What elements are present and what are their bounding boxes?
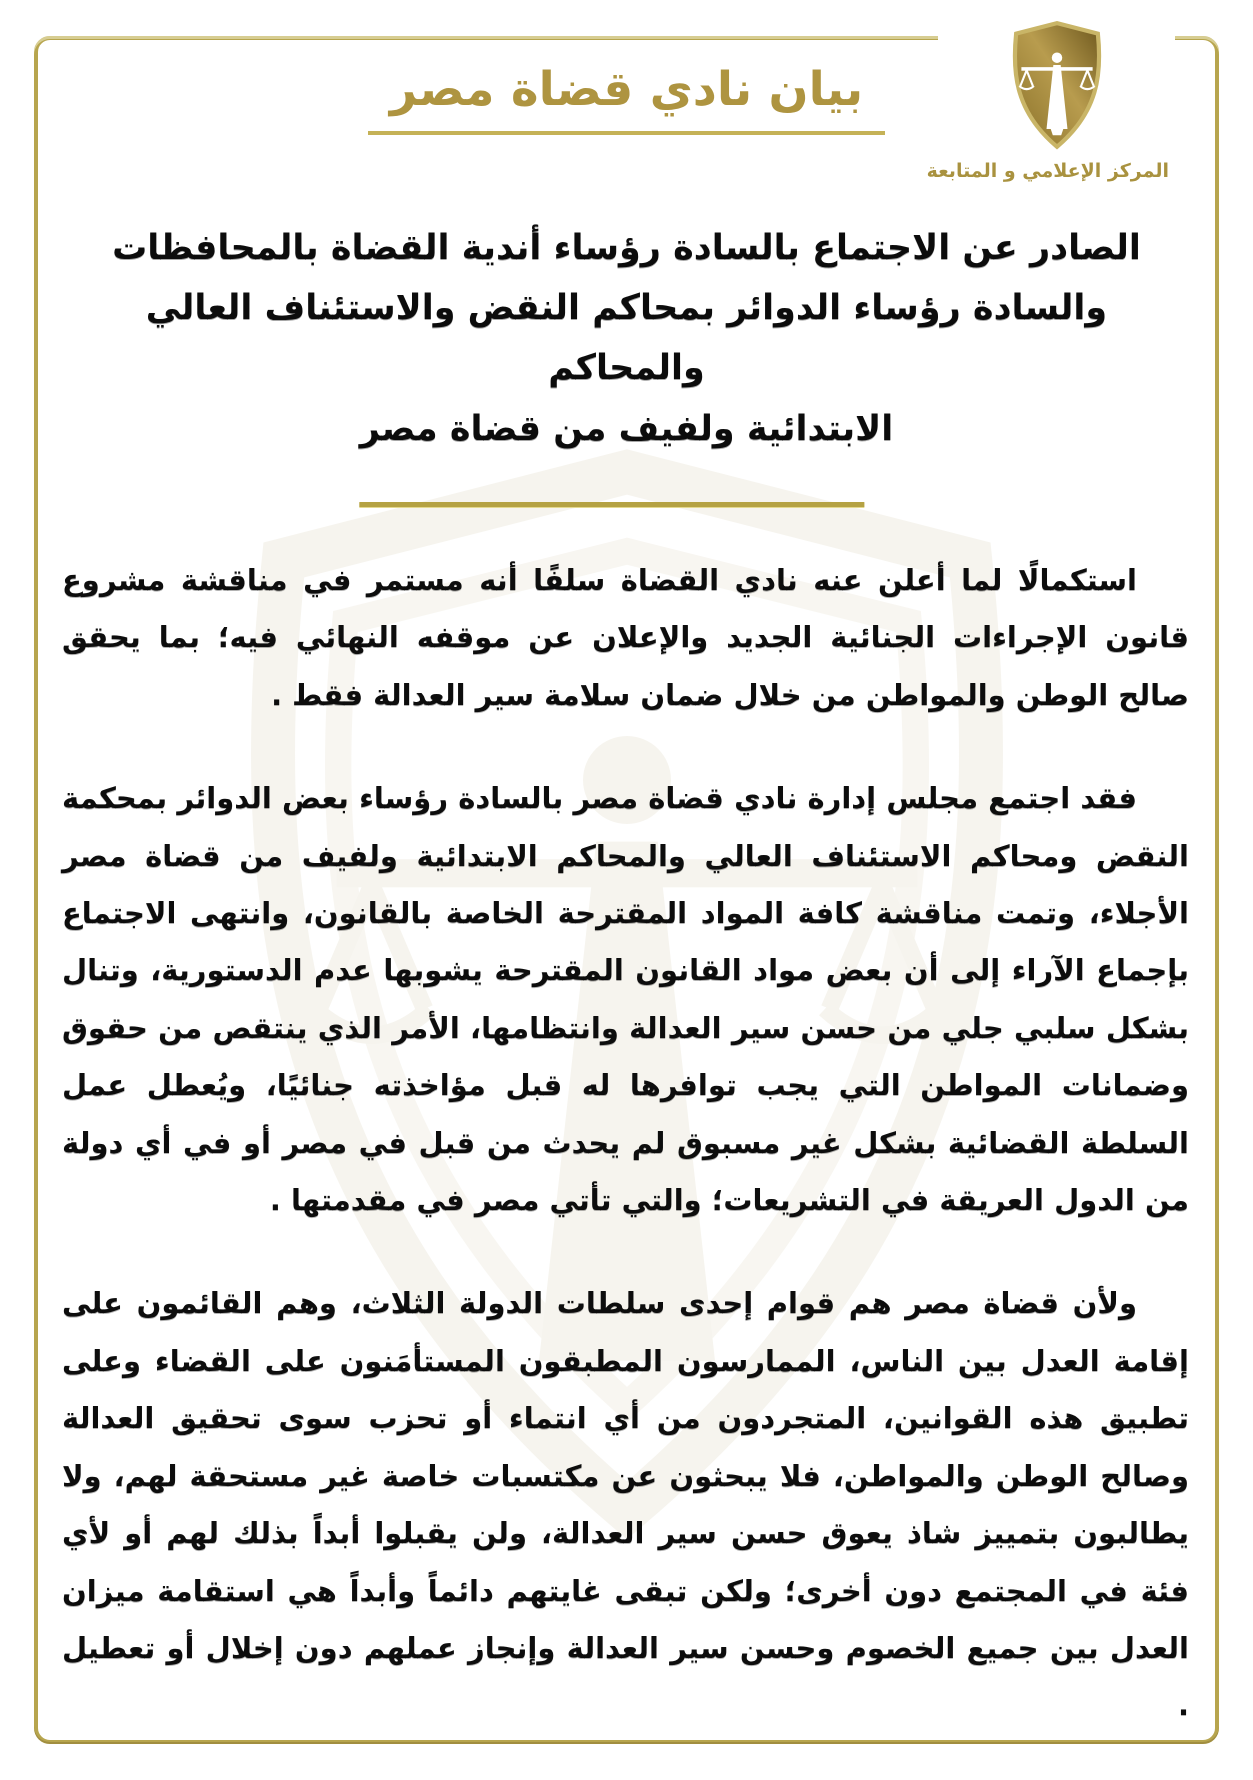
logo-caption: المركز الإعلامي و المتابعة [926,160,1169,182]
justice-scales-shield-icon [971,20,1143,152]
heading-line: والسادة رؤساء الدوائر بمحاكم النقض والاستئناف العالي والمحاكم [145,288,1108,389]
statement-body [62,552,1189,1735]
heading-line: الابتدائية ولفيف من قضاة مصر [359,408,894,449]
statement-paragraph: ولأن قضاة مصر هم قوام إحدى سلطات الدولة الثلاث، وهم القائمون على إقامة العدل بين الناس، الممارسون المطبقون المستأمَنون على القضاء وعلى تطبيق هذه القوانين، المتجردون من أي انتماء أو تحزب سوى تحقيق العدالة وصالح الوطن والمواطن، فلا يبحثون عن مكتسبات خاصة غير مستحقة لهم، ولا يطالبون بتمييز شاذ يعوق حسن سير العدالة، ولن يقبلوا أبداً بذلك لهم أو لأي فئة في المجتمع دون أخرى؛ ولكن تبقى غايتهم دائماً وأبداً هي استقامة ميزان العدل بين جميع الخصوم وحسن سير العدالة وإنجاز عملهم دون إخلال أو تعطيل . [62,1286,1189,1723]
statement-heading [70,218,1183,459]
heading-line: الصادر عن الاجتماع بالسادة رؤساء أندية القضاة بالمحافظات [112,228,1141,268]
heading-divider [359,502,864,507]
statement-paragraph: استكمالًا لما أعلن عنه نادي القضاة سلفًا أنه مستمر في مناقشة مشروع قانون الإجراءات الجنائية الجديد والإعلان عن موقفه النهائي فيه؛ بما يحقق صالح الوطن والمواطن من خلال ضمان سلامة سير العدالة فقط . [62,563,1189,712]
statement-paragraph: فقد اجتمع مجلس إدارة نادي قضاة مصر بالسادة رؤساء بعض الدوائر بمحكمة النقض ومحاكم الاستئناف العالي والمحاكم الابتدائية ولفيف من قضاة مصر الأجلاء، وتمت مناقشة كافة المواد المقترحة الخاصة بالقانون، وانتهى الاجتماع بإجماع الآراء إلى أن بعض مواد القانون المقترحة يشوبها عدم الدستورية، وتنال بشكل سلبي جلي من حسن سير العدالة وانتظامها، الأمر الذي ينتقص من حقوق وضمانات المواطن التي يجب توافرها له قبل مؤاخذته جنائيًا، ويُعطل عمل السلطة القضائية بشكل غير مسبوق لم يحدث من قبل في مصر أو في أي دولة من الدول العريقة في التشريعات؛ والتي تأتي مصر في مقدمتها . [62,781,1189,1218]
page-title: بيان نادي قضاة مصر [368,62,885,135]
club-logo [926,16,1175,184]
